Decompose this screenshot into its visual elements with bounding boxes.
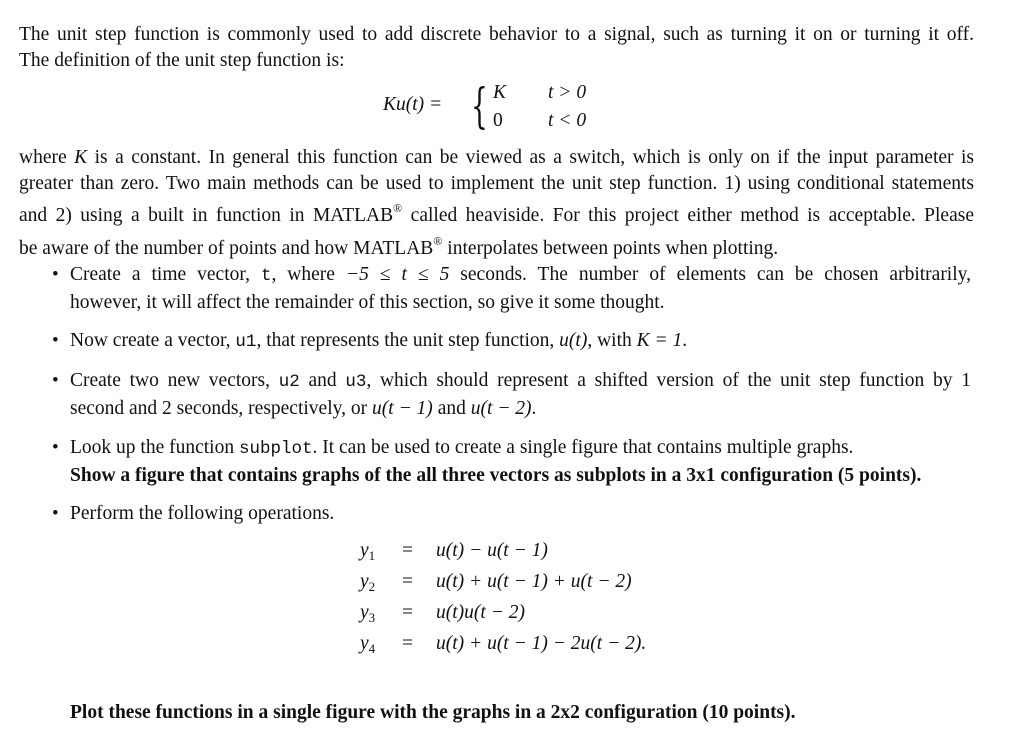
left-brace: { [471, 78, 488, 134]
text-run: , which should represent a shifted version of the unit step function by 1 [366, 370, 971, 391]
code-u2: u2 [278, 372, 300, 392]
text-run: y [360, 633, 369, 654]
bullet-dot: • [52, 370, 59, 391]
equation-rhs: u(t) + u(t − 1) + u(t − 2) [436, 571, 632, 592]
equation-lhs [360, 633, 390, 657]
text-run: , where [271, 264, 346, 285]
text-run: Now create a vector, [70, 330, 236, 351]
text-run: y [360, 602, 369, 623]
text-run: interpolates between points when plotting. [442, 237, 779, 259]
math-k-equals-1: K = 1 [636, 330, 683, 351]
case-2-condition: t < 0 [548, 110, 587, 131]
text-run: y [360, 540, 369, 561]
text-run: seconds. The number of elements can be chosen arbitrarily, [449, 264, 972, 285]
description-line-1 [19, 145, 974, 171]
list-item-line: Perform the following operations. [70, 503, 335, 524]
text-run: . [682, 330, 688, 351]
code-u1: u1 [235, 332, 257, 352]
list-item-line [70, 328, 971, 356]
bullet-dot: • [52, 264, 59, 285]
list-item-line: however, it will affect the remainder of this section, so give it some thought. [70, 291, 665, 313]
equation-rhs: u(t) + u(t − 1) − 2u(t − 2). [436, 633, 647, 654]
list-item-line [70, 396, 971, 422]
math-range: −5 ≤ t ≤ 5 [345, 264, 450, 285]
text-run: called heaviside. For this project either method is acceptable. Please [402, 205, 974, 226]
math-ut: u(t) [559, 330, 588, 351]
list-item-line [70, 368, 971, 396]
text-run: and [432, 397, 471, 419]
intro-paragraph [19, 22, 974, 73]
equation-lhs [360, 571, 390, 595]
text-run: is a constant. In general this function can be viewed as a switch, which is only on if the input parameter is [87, 147, 975, 168]
list-item-line [70, 262, 971, 290]
subscript: 1 [368, 548, 376, 563]
text-run: where [19, 147, 75, 168]
list-item-line [70, 435, 971, 463]
case-2-value: 0 [493, 110, 503, 131]
subscript: 2 [368, 579, 376, 594]
code-subplot: subplot [238, 439, 313, 459]
subscript: 3 [368, 610, 376, 625]
registered-mark: ® [393, 201, 403, 215]
text-run: Look up the function [70, 437, 239, 458]
intro-line-2: The definition of the unit step function is: [19, 49, 345, 71]
text-run: and [299, 370, 346, 391]
text-run: . [531, 397, 537, 419]
text-run: second and 2 seconds, respectively, or [70, 397, 372, 419]
math-u-t-minus-1: u(t − 1) [371, 397, 433, 419]
bullet-dot: • [52, 437, 59, 458]
math-k: K [74, 147, 88, 168]
text-run: , with [587, 330, 637, 351]
equation-rhs: u(t)u(t − 2) [436, 602, 525, 623]
subscript: 4 [368, 641, 376, 656]
text-run: be aware of the number of points and how MATLAB [19, 237, 434, 259]
description-line-3 [19, 196, 974, 229]
intro-line-1: The unit step function is commonly used to add discrete behavior to a signal, such as turning it on or turning it off. [19, 24, 974, 45]
code-u3: u3 [345, 372, 367, 392]
math-u-t-minus-2: u(t − 2) [470, 397, 532, 419]
text-run: . It can be used to create a single figure that contains multiple graphs. [312, 437, 854, 458]
equals-sign: = [402, 540, 413, 561]
text-run: Create two new vectors, [70, 370, 279, 391]
definition-lhs: Ku(t) = [383, 94, 443, 115]
equals-sign: = [402, 633, 413, 654]
text-run: y [360, 571, 369, 592]
bullet-dot: • [52, 503, 59, 524]
description-line-2: greater than zero. Two main methods can be used to implement the unit step function. 1) using conditional statements [19, 172, 974, 194]
text-run: and 2) using a built in function in MATLAB [19, 205, 394, 226]
bullet-dot: • [52, 330, 59, 351]
equation-lhs [360, 540, 390, 564]
equation-rhs: u(t) − u(t − 1) [436, 540, 548, 561]
equation-lhs [360, 602, 390, 626]
final-instruction: Plot these functions in a single figure with the graphs in a 2x2 configuration (10 points). [70, 702, 796, 723]
equals-sign: = [402, 602, 413, 623]
description-line-4 [19, 229, 974, 262]
list-item-bold-instruction: Show a figure that contains graphs of the all three vectors as subplots in a 3x1 configuration (5 points). [70, 464, 922, 486]
registered-mark: ® [433, 233, 443, 248]
text-run: , that represents the unit step function, [256, 330, 560, 351]
case-1-condition: t > 0 [548, 82, 587, 103]
case-1-value: K [493, 82, 507, 103]
code-t: t [260, 266, 272, 286]
equals-sign: = [402, 571, 413, 592]
text-run: Create a time vector, [70, 264, 261, 285]
description-paragraph [19, 145, 974, 261]
